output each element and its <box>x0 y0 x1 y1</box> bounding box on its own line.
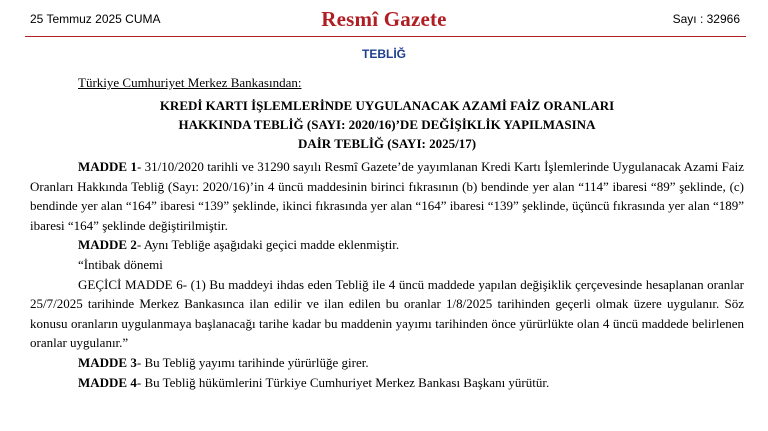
gazette-header <box>0 0 768 40</box>
issue-number: Sayı : 32966 <box>672 12 740 26</box>
title-line: DAİR TEBLİĞ (SAYI: 2025/17) <box>297 136 477 151</box>
gazette-title: Resmî Gazete <box>321 7 447 31</box>
document-title <box>30 96 744 153</box>
article-2-label: MADDE 2 <box>78 237 137 253</box>
temporary-article: GEÇİCİ MADDE 6- (1) Bu maddeyi ihdas eden Tebliğ ile 4 üncü maddede yapılan değişiklik çerçevesinde hesaplanan oranlar 25/7/2025 tarihinde Merkez Bankasınca ilan edilir ve ilan edilen bu oranlar 1/8/2025 tarihinden geçerli olmak üzere uygulanır. Söz konusu oranların uygulanmaya başlanacağı tarihe kadar bu maddenin yayımı tarihinden önce yürürlükte olan 4 üncü maddede belirlenen oranlar uygulanır.” <box>30 276 744 351</box>
article-3-label: MADDE 3 <box>78 354 137 370</box>
article-1 <box>30 157 744 235</box>
article-1-label: MADDE 1 <box>78 159 137 174</box>
section-heading: TEBLİĞ <box>362 47 406 61</box>
document-body <box>30 73 744 392</box>
title-line: HAKKINDA TEBLİĞ (SAYI: 2020/16)’DE DEĞİŞİKLİK YAPILMASINA <box>178 117 596 132</box>
header-divider <box>25 36 746 37</box>
article-4-text: - Bu Tebliğ hükümlerini Türkiye Cumhuriyet Merkez Bankası Başkanı yürütür. <box>136 374 550 390</box>
article-4 <box>30 373 744 393</box>
article-4-label: MADDE 4 <box>78 374 137 390</box>
article-2 <box>30 235 744 255</box>
issuing-authority: Türkiye Cumhuriyet Merkez Bankasından: <box>78 75 302 90</box>
article-1-text: - 31/10/2020 tarihli ve 31290 sayılı Resmî Gazete’de yayımlanan Kredi Kartı İşlemlerinde Uygulanacak Azami Faiz Oranları Hakkında Tebliğ (Sayı: 2020/16)’in 4 üncü maddesinin birinci fıkrasının (b) bendinde yer alan “114” ibaresi “89” şeklinde, (c) bendinde yer alan “164” ibaresi “139” şeklinde, ikinci fıkrasında yer alan “164” ibaresi “139” şeklinde, üçüncü fıkrasında yer alan “189” ibaresi “164” şeklinde değiştirilmiştir. <box>30 159 744 233</box>
article-3 <box>30 353 744 373</box>
title-line: KREDİ KARTI İŞLEMLERİNDE UYGULANACAK AZAMİ FAİZ ORANLARI <box>159 98 615 113</box>
article-3-text: - Bu Tebliğ yayımı tarihinde yürürlüğe girer. <box>136 354 369 370</box>
quote-heading: “İntibak dönemi <box>78 256 163 272</box>
publication-date: 25 Temmuz 2025 CUMA <box>30 12 161 26</box>
article-2-text: - Aynı Tebliğe aşağıdaki geçici madde eklenmiştir. <box>136 237 400 253</box>
